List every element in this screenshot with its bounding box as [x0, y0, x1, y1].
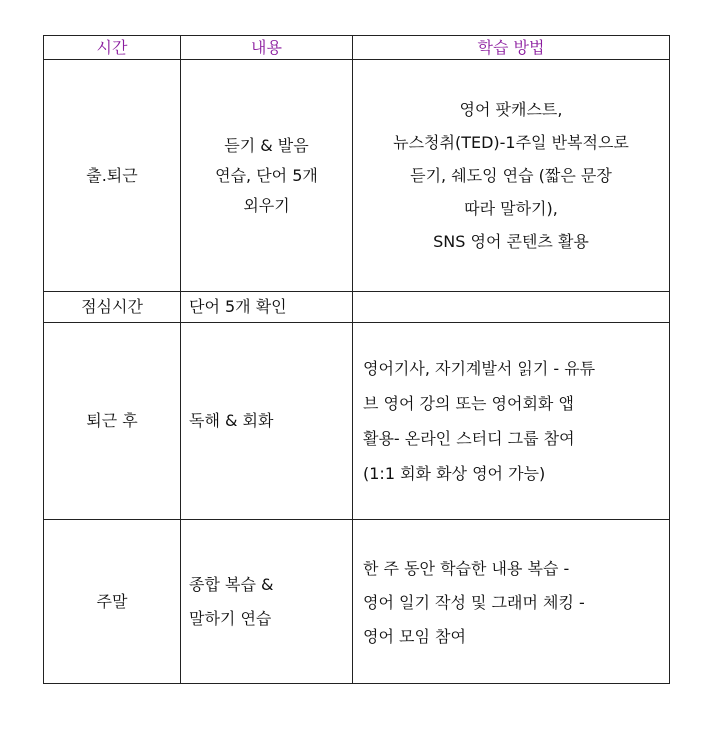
method-line: 영어기사, 자기계발서 읽기 - 유튜: [363, 359, 596, 378]
study-plan-table: [43, 35, 670, 684]
content-line: 연습, 단어 5개: [215, 165, 318, 185]
method-cell: [353, 60, 670, 292]
content-line: 외우기: [243, 195, 290, 215]
method-line: 따라 말하기),: [464, 199, 558, 218]
content-cell: 독해 & 회화: [181, 323, 353, 520]
method-cell: [353, 520, 670, 684]
method-line: (1:1 회화 화상 영어 가능): [363, 464, 546, 483]
method-cell: [353, 323, 670, 520]
method-line: 듣기, 쉐도잉 연습 (짧은 문장: [410, 166, 612, 185]
time-cell: 주말: [44, 520, 181, 684]
method-line: 영어 모임 참여: [363, 627, 466, 646]
content-line: 말하기 연습: [189, 608, 272, 628]
content-cell: [181, 520, 353, 684]
method-line: 영어 팟캐스트,: [459, 100, 563, 119]
header-method: 학습 방법: [353, 36, 670, 60]
method-cell: [353, 292, 670, 323]
content-line: 듣기 & 발음: [224, 135, 309, 155]
method-line: 영어 일기 작성 및 그래머 체킹 -: [363, 593, 585, 612]
header-row: [44, 36, 670, 60]
table-row: [44, 520, 670, 684]
method-line: 브 영어 강의 또는 영어회화 앱: [363, 394, 574, 413]
header-time: 시간: [44, 36, 181, 60]
method-line: 한 주 동안 학습한 내용 복습 -: [363, 559, 570, 578]
table-row: [44, 292, 670, 323]
time-cell: 점심시간: [44, 292, 181, 323]
table-row: [44, 323, 670, 520]
method-line: SNS 영어 콘텐츠 활용: [433, 232, 589, 251]
content-cell: 단어 5개 확인: [181, 292, 353, 323]
method-line: 뉴스청취(TED)-1주일 반복적으로: [393, 133, 629, 152]
header-content: 내용: [181, 36, 353, 60]
time-cell: 퇴근 후: [44, 323, 181, 520]
content-line: 종합 복습 &: [189, 574, 274, 594]
time-cell: 출.퇴근: [44, 60, 181, 292]
method-line: 활용- 온라인 스터디 그룹 참여: [363, 429, 575, 448]
content-cell: [181, 60, 353, 292]
table-row: [44, 60, 670, 292]
